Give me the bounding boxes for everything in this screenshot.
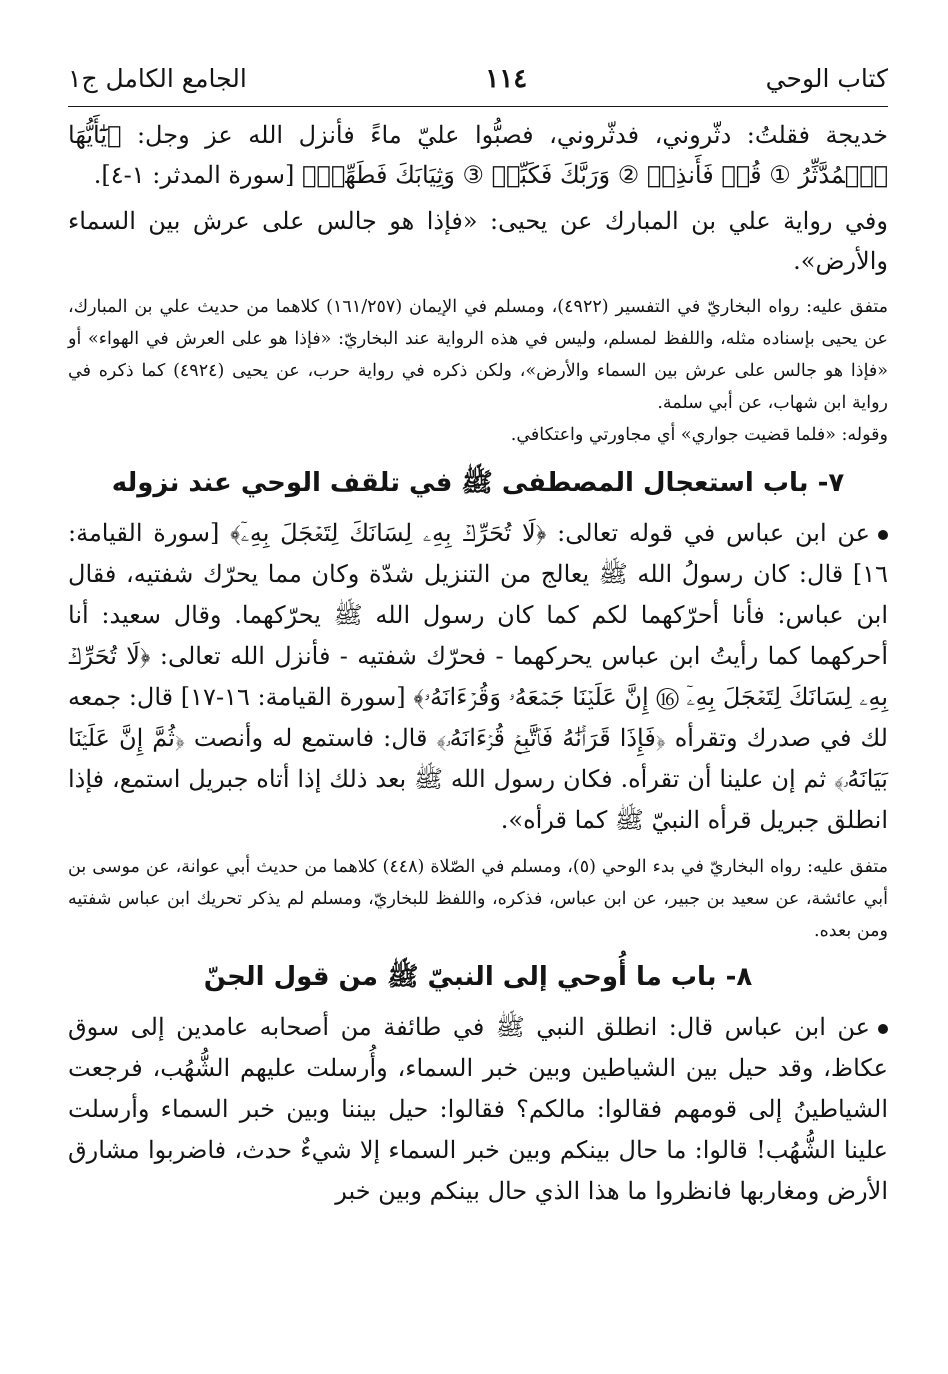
header-rule xyxy=(68,106,888,107)
header-book-section: كتاب الوحي xyxy=(765,64,888,93)
page-number: ١١٤ xyxy=(485,64,528,94)
takhrij-note: وقوله: «فلما قضيت جواري» أي مجاورتي واعتكافي. xyxy=(510,425,888,445)
hadith-narration-8 xyxy=(68,1007,888,1212)
alternate-narration-paragraph: وفي رواية علي بن المبارك عن يحيى: «فإذا هو جالس على عرش بين السماء والأرض». xyxy=(68,207,888,275)
chapter-heading-8: ٨- باب ما أُوحي إلى النبيّ ﷺ من قول الجنّ xyxy=(203,962,753,992)
bullet-icon xyxy=(878,1024,888,1034)
running-header xyxy=(68,52,888,106)
header-book-title: الجامع الكامل ج١ xyxy=(68,64,247,93)
hadith-narration-7 xyxy=(68,513,888,841)
hadith-text-7: عن ابن عباس في قوله تعالى: ﴿لَا تُحَرِّكۡ بِهِۦ لِسَانَكَ لِتَعۡجَلَ بِهِۦٓ﴾ [سورة القيامة: ١٦] قال: كان رسولُ الله ﷺ يعالج من التنزيل شدّة وكان مما يحرّك شفتيه، فقال ابن عباس: فأنا أحرّكهما لكم كما كان رسول الله ﷺ يحرّكهما. وقال سعيد: أنا أحركهما كما رأيتُ ابن عباس يحركهما - فحرّك شفتيه - فأنزل الله تعالى: ﴿لَا تُحَرِّكۡ بِهِۦ لِسَانَكَ لِتَعۡجَلَ بِهِۦٓ ⑯ إِنَّ عَلَيۡنَا جَمۡعَهُۥ وَقُرۡءَانَهُۥ﴾ [سورة القيامة: ١٦-١٧] قال: جمعه لك في صدرك وتقرأه ﴿فَإِذَا قَرَأۡنَٰهُ فَٱتَّبِعۡ قُرۡءَانَهُۥ﴾ قال: فاستمع له وأنصت ﴿ثُمَّ إِنَّ عَلَيۡنَا بَيَانَهُۥ﴾ ثم إن علينا أن تقرأه. فكان رسول الله ﷺ بعد ذلك إذا أتاه جبريل استمع، فإذا انطلق جبريل قرأه النبيّ ﷺ كما قرأه». xyxy=(68,519,888,834)
continuation-paragraph: خديجة فقلتُ: دثّروني، فدثّروني، فصبُّوا عليّ ماءً فأنزل الله عز وجل: ﴿يَٰٓأَيُّهَا ٱلۡمُدَّثِّرُ ① قُمۡ فَأَنذِرۡ ② وَرَبَّكَ فَكَبِّرۡ ③ وَثِيَابَكَ فَطَهِّرۡ﴾ [سورة المدثر: ١-٤]. xyxy=(68,121,888,189)
hadith-text-8: عن ابن عباس قال: انطلق النبي ﷺ في طائفة من أصحابه عامدين إلى سوق عكاظ، وقد حيل بين الشياطين وبين خبر السماء، وأُرسلت عليهم الشُّهُب، فرجعت الشياطينُ إلى قومهم فقالوا: مالكم؟ فقالوا: حيل بيننا وبين خبر السماء وأرسلت علينا الشُّهُب! قالوا: ما حال بينكم وبين خبر السماء إلا شيءٌ حدث، فاضربوا مشارق الأرض ومغاربها فانظروا ما هذا الذي حال بينكم وبين خبر xyxy=(68,1013,888,1205)
bullet-icon xyxy=(878,530,888,540)
takhrij-paragraph: متفق عليه: رواه البخاريّ في التفسير (٤٩٢٢)، ومسلم في الإيمان (١٦١/٢٥٧) كلاهما من حديث علي بن المبارك، عن يحيى بإسناده مثله، واللفظ لمسلم، وليس في هذه الرواية عند البخاريّ: «فإذا هو على العرش في الهواء» أو «فإذا هو جالس على عرش بين السماء والأرض»، ولكن ذكره في رواية حرب، عن يحيى (٤٩٢٤) كما ذكره في رواية ابن شهاب، عن أبي سلمة. xyxy=(68,297,888,413)
chapter-heading-7: ٧- باب استعجال المصطفى ﷺ في تلقف الوحي عند نزوله xyxy=(111,468,845,498)
book-page xyxy=(68,52,888,1212)
takhrij-7: متفق عليه: رواه البخاريّ في بدء الوحي (٥)، ومسلم في الصّلاة (٤٤٨) كلاهما من حديث أبي عوانة، عن موسى بن أبي عائشة، عن سعيد بن جبير، عن ابن عباس، فذكره، واللفظ للبخاريّ، ومسلم لم يذكر تحريك ابن عباس شفتيه ومن بعده. xyxy=(68,857,888,941)
